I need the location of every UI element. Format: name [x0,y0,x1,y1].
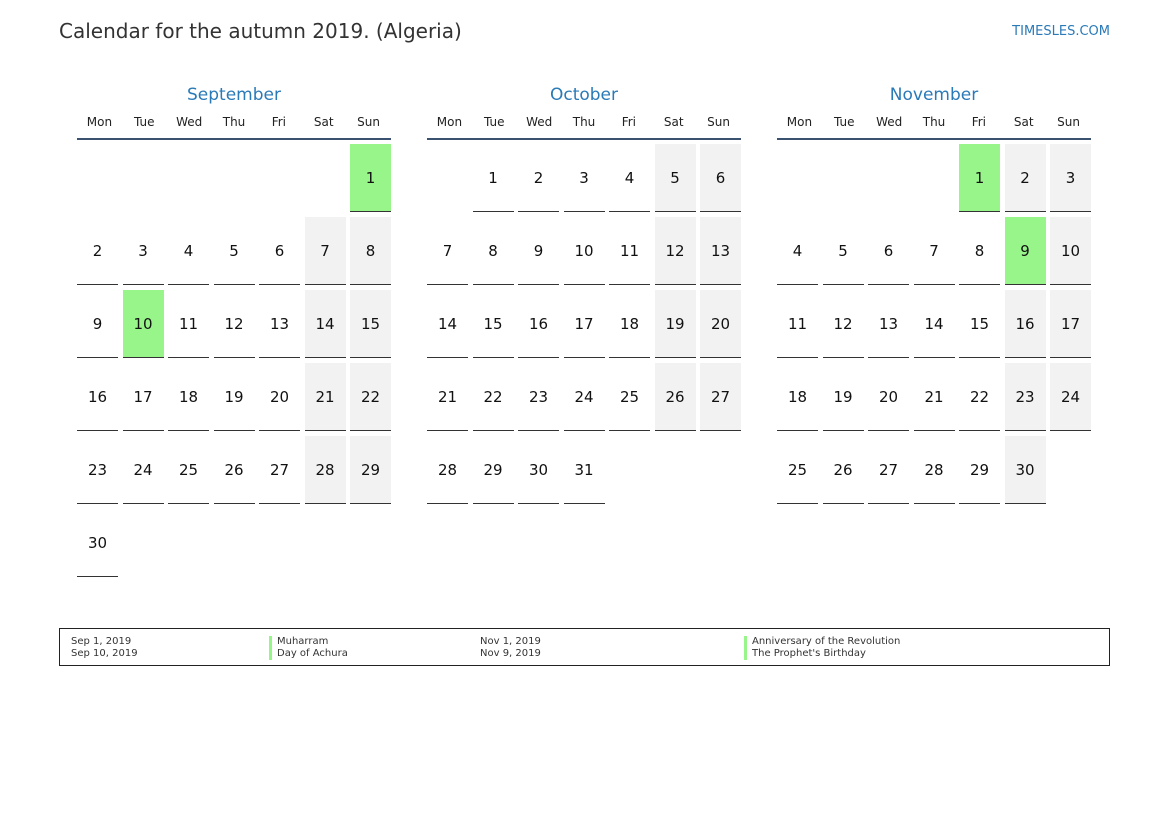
day-cell: 24 [1050,363,1091,431]
legend-dates-1 [71,636,138,660]
month-title: October [549,85,619,105]
day-grid [77,144,391,577]
weekday-sat: Sat [1013,115,1034,129]
weekday-header [77,114,391,140]
day-cell: 27 [700,363,741,431]
day-cell: 28 [914,436,955,504]
weekday-header [427,114,741,140]
month-title: September [187,85,281,105]
weekday-header [777,114,1091,140]
day-cell: 28 [305,436,346,504]
day-cell: 21 [914,363,955,431]
month-september [77,84,391,577]
day-cell: 7 [305,217,346,285]
empty-cell [77,144,118,211]
weekday-fri: Fri [971,115,987,129]
day-grid [427,144,741,504]
day-cell: 22 [473,363,514,431]
day-cell: 2 [1005,144,1046,212]
day-cell: 13 [259,290,300,358]
day-cell: 30 [518,436,559,504]
day-cell: 17 [1050,290,1091,358]
day-cell: 17 [564,290,605,358]
weekday-sat: Sat [313,115,334,129]
day-cell: 5 [655,144,696,212]
day-cell: 19 [655,290,696,358]
day-cell: 25 [168,436,209,504]
legend-dates-2 [480,636,541,660]
day-cell: 1 [473,144,514,212]
day-cell: 9 [77,290,118,358]
day-cell: 5 [214,217,255,285]
day-cell: 27 [868,436,909,504]
day-cell: 30 [77,509,118,577]
legend-date: Sep 10, 2019 [71,648,138,659]
day-cell: 14 [914,290,955,358]
legend-date: Nov 9, 2019 [480,648,541,659]
day-cell: 14 [305,290,346,358]
day-cell: 6 [868,217,909,285]
day-cell: 4 [777,217,818,285]
day-cell: 18 [609,290,650,358]
weekday-fri: Fri [621,115,637,129]
legend-holiday-name: Anniversary of the Revolution [744,636,900,648]
day-cell: 26 [214,436,255,504]
weekday-tue: Tue [834,115,855,129]
day-cell: 26 [823,436,864,504]
weekday-thu: Thu [922,115,946,129]
empty-cell [214,144,255,211]
brand-link[interactable]: TIMESLES.COM [1012,24,1110,39]
holiday-legend [59,628,1110,666]
legend-date: Nov 1, 2019 [480,636,541,647]
month-title: November [889,85,979,105]
weekday-wed: Wed [176,115,203,129]
day-cell: 12 [823,290,864,358]
day-cell: 12 [655,217,696,285]
day-cell: 8 [473,217,514,285]
weekday-tue: Tue [484,115,505,129]
legend-holiday-name: The Prophet's Birthday [744,648,900,660]
day-cell: 24 [564,363,605,431]
day-cell: 8 [959,217,1000,285]
empty-cell [305,144,346,211]
day-grid [777,144,1091,504]
empty-cell [914,144,955,211]
day-cell: 23 [1005,363,1046,431]
day-cell: 2 [518,144,559,212]
legend-names-2 [744,636,900,660]
weekday-sat: Sat [663,115,684,129]
day-cell: 22 [350,363,391,431]
day-cell: 28 [427,436,468,504]
day-cell: 15 [350,290,391,358]
month-november [777,84,1091,504]
day-cell: 6 [259,217,300,285]
day-cell: 29 [959,436,1000,504]
weekday-thu: Thu [222,115,246,129]
day-cell: 19 [214,363,255,431]
day-cell: 18 [168,363,209,431]
day-cell: 3 [564,144,605,212]
legend-holiday-name: Day of Achura [269,648,348,660]
day-cell: 25 [777,436,818,504]
day-cell: 29 [350,436,391,504]
day-cell: 25 [609,363,650,431]
legend-names-1 [269,636,348,660]
day-cell: 5 [823,217,864,285]
day-cell: 18 [777,363,818,431]
weekday-tue: Tue [134,115,155,129]
holiday-day-cell: 1 [959,144,1000,212]
legend-date: Sep 1, 2019 [71,636,132,647]
day-cell: 7 [427,217,468,285]
day-cell: 3 [1050,144,1091,212]
weekday-wed: Wed [876,115,903,129]
day-cell: 23 [518,363,559,431]
day-cell: 3 [123,217,164,285]
month-october [427,84,741,504]
holiday-day-cell: 9 [1005,217,1046,285]
day-cell: 10 [564,217,605,285]
empty-cell [427,144,468,211]
holiday-day-cell: 10 [123,290,164,358]
day-cell: 12 [214,290,255,358]
day-cell: 27 [259,436,300,504]
day-cell: 13 [868,290,909,358]
weekday-fri: Fri [271,115,287,129]
empty-cell [168,144,209,211]
day-cell: 13 [700,217,741,285]
day-cell: 20 [700,290,741,358]
day-cell: 21 [427,363,468,431]
empty-cell [777,144,818,211]
day-cell: 11 [609,217,650,285]
day-cell: 2 [77,217,118,285]
weekday-wed: Wed [526,115,553,129]
day-cell: 9 [518,217,559,285]
day-cell: 7 [914,217,955,285]
day-cell: 10 [1050,217,1091,285]
day-cell: 30 [1005,436,1046,504]
weekday-sun: Sun [357,115,380,129]
day-cell: 26 [655,363,696,431]
weekday-mon: Mon [436,115,463,129]
day-cell: 20 [259,363,300,431]
weekday-mon: Mon [786,115,813,129]
weekday-sun: Sun [707,115,730,129]
day-cell: 22 [959,363,1000,431]
day-cell: 24 [123,436,164,504]
day-cell: 21 [305,363,346,431]
day-cell: 15 [959,290,1000,358]
day-cell: 16 [1005,290,1046,358]
empty-cell [123,144,164,211]
day-cell: 4 [168,217,209,285]
day-cell: 31 [564,436,605,504]
day-cell: 4 [609,144,650,212]
weekday-sun: Sun [1057,115,1080,129]
day-cell: 15 [473,290,514,358]
weekday-mon: Mon [86,115,113,129]
day-cell: 8 [350,217,391,285]
weekday-thu: Thu [572,115,596,129]
day-cell: 19 [823,363,864,431]
empty-cell [823,144,864,211]
page-title: Calendar for the autumn 2019. (Algeria) [59,19,462,43]
day-cell: 11 [777,290,818,358]
legend-holiday-name: Muharram [269,636,348,648]
day-cell: 23 [77,436,118,504]
day-cell: 20 [868,363,909,431]
holiday-day-cell: 1 [350,144,391,212]
day-cell: 17 [123,363,164,431]
empty-cell [259,144,300,211]
day-cell: 6 [700,144,741,212]
day-cell: 11 [168,290,209,358]
day-cell: 29 [473,436,514,504]
empty-cell [868,144,909,211]
day-cell: 14 [427,290,468,358]
day-cell: 16 [77,363,118,431]
day-cell: 16 [518,290,559,358]
